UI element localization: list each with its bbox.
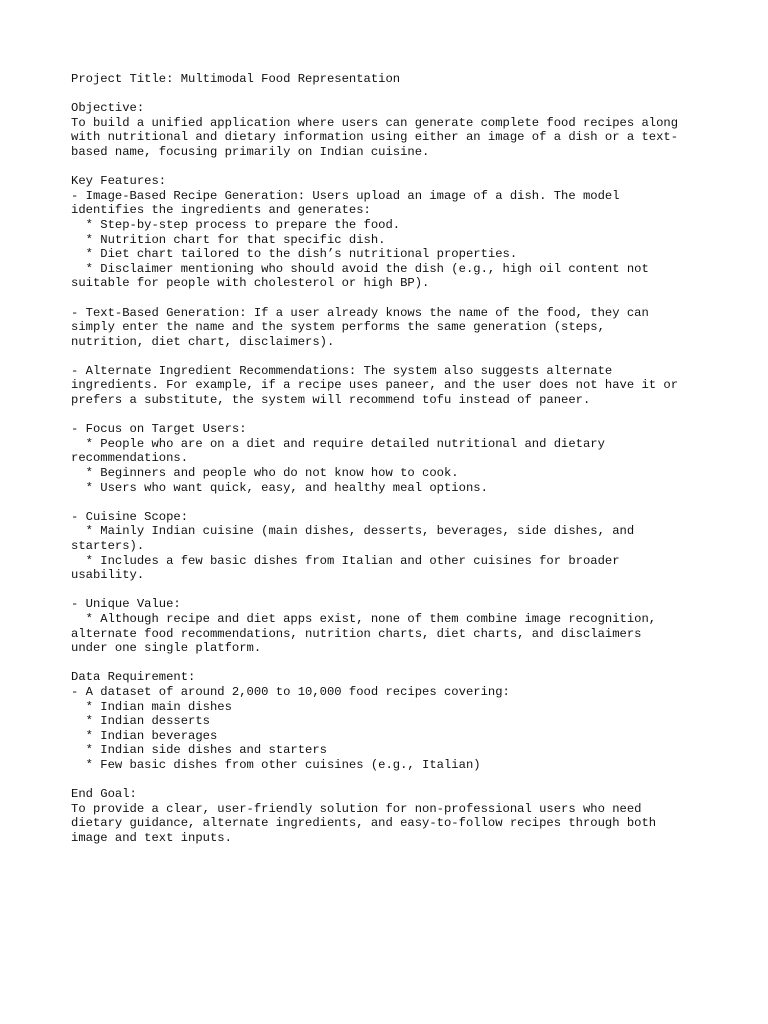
document-line: * Mainly Indian cuisine (main dishes, desserts, beverages, side dishes, and <box>71 524 635 539</box>
document-line: * Indian side dishes and starters <box>71 743 327 758</box>
document-line: - Unique Value: <box>71 597 181 612</box>
document-line: * Nutrition chart for that specific dish. <box>71 232 386 247</box>
document-line: * Indian main dishes <box>71 699 232 714</box>
document-line: suitable for people with cholesterol or high BP). <box>71 276 430 291</box>
document-line: identifies the ingredients and generates: <box>71 203 371 218</box>
blank-line <box>71 583 731 598</box>
blank-line <box>71 495 731 510</box>
document-line: dietary guidance, alternate ingredients, and easy-to-follow recipes through both <box>71 816 657 831</box>
document-line: - Image-Based Recipe Generation: Users upload an image of a dish. The model <box>71 188 620 203</box>
document-line: nutrition, diet chart, disclaimers). <box>71 334 335 349</box>
document-line: End Goal: <box>71 787 137 802</box>
document-line: Data Requirement: <box>71 670 196 685</box>
document-line: Project Title: Multimodal Food Representation <box>71 72 401 86</box>
document-line: * Indian beverages <box>71 728 218 743</box>
document-line: * Includes a few basic dishes from Italian and other cuisines for broader <box>71 553 620 568</box>
document-line: - Text-Based Generation: If a user already knows the name of the food, they can <box>71 305 649 320</box>
blank-line <box>71 160 731 175</box>
document-line: alternate food recommendations, nutrition charts, diet charts, and disclaimers <box>71 626 642 641</box>
document-line: * Diet chart tailored to the dish’s nutritional properties. <box>71 247 518 262</box>
blank-line <box>71 656 731 671</box>
document-line: Objective: <box>71 101 145 116</box>
document-line: * Although recipe and diet apps exist, none of them combine image recognition, <box>71 611 657 626</box>
document-line: usability. <box>71 568 145 583</box>
document-body <box>71 72 731 845</box>
document-line: - Alternate Ingredient Recommendations: The system also suggests alternate <box>71 363 613 378</box>
document-line: * Few basic dishes from other cuisines (e.g., Italian) <box>71 757 481 772</box>
document-line: based name, focusing primarily on Indian cuisine. <box>71 144 430 159</box>
blank-line <box>71 773 731 788</box>
blank-line <box>71 408 731 423</box>
document-line: * Disclaimer mentioning who should avoid the dish (e.g., high oil content not <box>71 261 649 276</box>
document-line: ingredients. For example, if a recipe uses paneer, and the user does not have it or <box>71 378 679 393</box>
document-line: with nutritional and dietary information using either an image of a dish or a text- <box>71 130 679 145</box>
document-line: * Step-by-step process to prepare the food. <box>71 217 401 232</box>
document-line: To build a unified application where users can generate complete food recipes along <box>71 115 679 130</box>
document-line: prefers a substitute, the system will recommend tofu instead of paneer. <box>71 393 591 408</box>
document-line: - Focus on Target Users: <box>71 422 247 437</box>
blank-line <box>71 87 731 102</box>
document-line: simply enter the name and the system performs the same generation (steps, <box>71 320 605 335</box>
document-line: recommendations. <box>71 451 189 466</box>
document-line: under one single platform. <box>71 641 262 656</box>
blank-line <box>71 291 731 306</box>
blank-line <box>71 349 731 364</box>
document-line: - A dataset of around 2,000 to 10,000 food recipes covering: <box>71 684 510 699</box>
document-line: starters). <box>71 539 145 553</box>
document-line: - Cuisine Scope: <box>71 509 189 524</box>
document-line: * Users who want quick, easy, and healthy meal options. <box>71 480 488 495</box>
document-line: Key Features: <box>71 174 167 189</box>
document-line: image and text inputs. <box>71 830 232 845</box>
document-line: * Beginners and people who do not know how to cook. <box>71 466 459 481</box>
document-line: To provide a clear, user-friendly solution for non-professional users who need <box>71 801 642 816</box>
document-line: * Indian desserts <box>71 714 210 729</box>
document-line: * People who are on a diet and require detailed nutritional and dietary <box>71 436 605 451</box>
